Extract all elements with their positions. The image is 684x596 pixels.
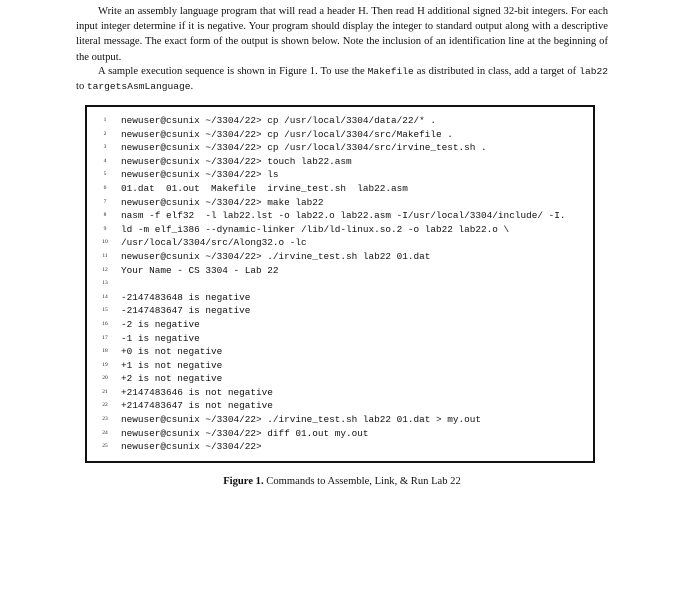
code-text: -2 is negative <box>121 318 200 330</box>
line-number: 21 <box>102 388 108 395</box>
code-text: +2147483647 is not negative <box>121 400 273 412</box>
line-number: 17 <box>102 334 108 341</box>
code-text: newuser@csunix ~/3304/22> ./irvine_test.sh lab22 01.dat > my.out <box>121 414 482 426</box>
line-number: 8 <box>103 212 107 219</box>
makefile-code: Makefile <box>367 66 414 77</box>
line-number: 3 <box>103 144 107 151</box>
targets-code: targetsAsmLanguage <box>86 81 191 93</box>
line-number: 22 <box>102 402 108 409</box>
line-number: 14 <box>102 293 108 300</box>
code-text: newuser@csunix ~/3304/22> diff 01.out my.out <box>121 427 369 439</box>
line-number: 15 <box>102 307 108 314</box>
code-line <box>87 291 593 305</box>
line-number: 12 <box>102 266 108 273</box>
code-line <box>87 114 593 128</box>
code-line <box>87 155 593 169</box>
line-number: 19 <box>102 361 108 368</box>
code-text: +2147483646 is not negative <box>121 386 273 398</box>
code-line <box>87 209 593 223</box>
code-text: ld -m elf_i386 --dynamic-linker /lib/ld-linux.so.2 -o lab22 lab22.o \ <box>121 223 510 235</box>
figure-caption-text: Commands to Assemble, Link, & Run Lab 22 <box>263 476 461 487</box>
line-number: 16 <box>102 320 108 327</box>
code-line <box>87 304 593 318</box>
code-text: +1 is not negative <box>121 359 223 371</box>
code-line <box>87 427 593 441</box>
line-number: 18 <box>102 348 108 355</box>
code-text: -2147483647 is negative <box>121 305 251 317</box>
line-number: 25 <box>102 443 108 450</box>
code-line <box>87 332 593 346</box>
code-listing <box>87 114 593 454</box>
code-line <box>87 440 593 454</box>
lab22-code: lab22 <box>579 66 608 77</box>
code-line <box>87 223 593 237</box>
line-number: 24 <box>102 429 108 436</box>
figure-label: Figure 1. <box>223 476 264 487</box>
line-number: 2 <box>103 130 107 137</box>
instructions-paragraph: Write an assembly language program that will read a header H. Then read H additional signed 32-bit integers. For each input integer determine if it is negative. Your program should display the integer to standard output along with a descriptive literal message. The exact form of the output is shown below. Note the inclusion of an identification line at the beginning of the output. <box>76 6 608 63</box>
code-line <box>87 250 593 264</box>
code-line <box>87 196 593 210</box>
paragraph-text: as distributed in class, add a target of <box>413 66 580 77</box>
code-listing-box <box>85 105 595 463</box>
line-number: 1 <box>103 117 107 123</box>
figure-caption <box>0 476 684 487</box>
code-text: newuser@csunix ~/3304/22> cp /usr/local/3304/data/22/* . <box>121 115 437 126</box>
code-text: newuser@csunix ~/3304/22> cp /usr/local/3304/src/Makefile . <box>121 128 453 140</box>
code-line <box>87 277 593 291</box>
code-line <box>87 413 593 427</box>
code-line <box>87 168 593 182</box>
code-text: -2147483648 is negative <box>121 291 251 303</box>
paragraph-text: to <box>76 81 87 93</box>
line-number: 4 <box>103 157 107 164</box>
code-line <box>87 386 593 400</box>
code-text: newuser@csunix ~/3304/22> ./irvine_test.sh lab22 01.dat <box>121 250 431 262</box>
code-line <box>87 264 593 278</box>
code-text: 01.dat 01.out Makefile irvine_test.sh lab22.asm <box>121 182 408 194</box>
code-line <box>87 399 593 413</box>
code-text: /usr/local/3304/src/Along32.o -lc <box>121 237 307 249</box>
line-number: 6 <box>103 184 107 191</box>
line-number: 11 <box>102 252 108 259</box>
code-text: Your Name - CS 3304 - Lab 22 <box>121 264 279 276</box>
code-text: -1 is negative <box>121 332 200 344</box>
line-number: 20 <box>102 375 108 382</box>
code-text: newuser@csunix ~/3304/22> <box>121 441 262 453</box>
code-text: +0 is not negative <box>121 346 223 358</box>
paragraph-text: A sample execution sequence is shown in Figure 1. To use the <box>98 66 368 77</box>
code-text: newuser@csunix ~/3304/22> ls <box>121 169 279 181</box>
code-line <box>87 345 593 359</box>
code-text: newuser@csunix ~/3304/22> cp /usr/local/3304/src/irvine_test.sh . <box>121 142 487 154</box>
line-number: 10 <box>102 239 108 246</box>
code-line <box>87 372 593 386</box>
code-text: newuser@csunix ~/3304/22> make lab22 <box>121 196 324 208</box>
code-text: nasm -f elf32 -l lab22.lst -o lab22.o lab22.asm -I/usr/local/3304/include/ -I. <box>121 210 566 222</box>
code-line <box>87 318 593 332</box>
line-number: 7 <box>103 198 107 205</box>
code-text: +2 is not negative <box>121 373 223 385</box>
code-line <box>87 359 593 373</box>
code-line <box>87 236 593 250</box>
sample-execution-paragraph <box>76 64 608 94</box>
code-line <box>87 182 593 196</box>
line-number: 5 <box>103 171 107 178</box>
line-number: 23 <box>102 416 108 423</box>
paragraph-text: . <box>190 81 194 93</box>
code-text: newuser@csunix ~/3304/22> touch lab22.asm <box>121 155 352 167</box>
code-line <box>87 141 593 155</box>
code-line <box>87 128 593 142</box>
line-number: 9 <box>103 225 107 232</box>
line-number: 13 <box>102 280 108 287</box>
